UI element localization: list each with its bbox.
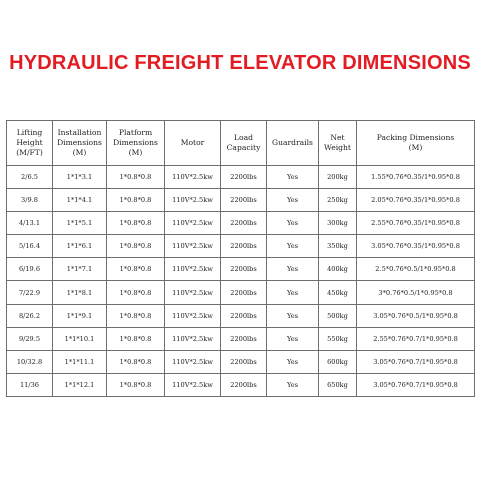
cell-lifting-height: 11/36 xyxy=(7,373,53,396)
cell-platform-dimensions: 1*0.8*0.8 xyxy=(107,350,165,373)
cell-installation-dimensions: 1*1*7.1 xyxy=(53,258,107,281)
cell-net-weight: 450kg xyxy=(319,281,357,304)
header-packing-dimensions xyxy=(357,121,475,166)
cell-net-weight: 550kg xyxy=(319,327,357,350)
cell-net-weight: 250kg xyxy=(319,189,357,212)
cell-platform-dimensions: 1*0.8*0.8 xyxy=(107,235,165,258)
cell-motor: 110V*2.5kw xyxy=(165,304,221,327)
header-line: Lifting xyxy=(16,128,43,137)
table-row xyxy=(7,281,475,304)
cell-guardrails: Yes xyxy=(267,258,319,281)
cell-platform-dimensions: 1*0.8*0.8 xyxy=(107,373,165,396)
table-row xyxy=(7,327,475,350)
cell-guardrails: Yes xyxy=(267,373,319,396)
cell-guardrails: Yes xyxy=(267,350,319,373)
header-platform-dimensions xyxy=(107,121,165,166)
cell-installation-dimensions: 1*1*11.1 xyxy=(53,350,107,373)
cell-motor: 110V*2.5kw xyxy=(165,212,221,235)
cell-platform-dimensions: 1*0.8*0.8 xyxy=(107,258,165,281)
cell-lifting-height: 5/16.4 xyxy=(7,235,53,258)
cell-packing-dimensions: 2.55*0.76*0.7/1*0.95*0.8 xyxy=(357,327,475,350)
cell-installation-dimensions: 1*1*5.1 xyxy=(53,212,107,235)
table-row xyxy=(7,235,475,258)
cell-packing-dimensions: 3.05*0.76*0.7/1*0.95*0.8 xyxy=(357,373,475,396)
cell-installation-dimensions: 1*1*8.1 xyxy=(53,281,107,304)
cell-load-capacity: 2200lbs xyxy=(221,373,267,396)
cell-packing-dimensions: 3*0.76*0.5/1*0.95*0.8 xyxy=(357,281,475,304)
cell-motor: 110V*2.5kw xyxy=(165,350,221,373)
header-line: Load xyxy=(233,133,253,142)
header-lifting-height xyxy=(7,121,53,166)
cell-net-weight: 300kg xyxy=(319,212,357,235)
table-row xyxy=(7,189,475,212)
cell-lifting-height: 3/9.8 xyxy=(7,189,53,212)
cell-lifting-height: 2/6.5 xyxy=(7,166,53,189)
cell-lifting-height: 7/22.9 xyxy=(7,281,53,304)
header-line: Dimensions xyxy=(113,138,158,147)
header-line: Installation xyxy=(57,128,102,137)
cell-net-weight: 500kg xyxy=(319,304,357,327)
cell-installation-dimensions: 1*1*3.1 xyxy=(53,166,107,189)
cell-load-capacity: 2200lbs xyxy=(221,350,267,373)
cell-packing-dimensions: 3.05*0.76*0.5/1*0.95*0.8 xyxy=(357,304,475,327)
cell-net-weight: 400kg xyxy=(319,258,357,281)
cell-platform-dimensions: 1*0.8*0.8 xyxy=(107,304,165,327)
cell-packing-dimensions: 3.05*0.76*0.35/1*0.95*0.8 xyxy=(357,235,475,258)
header-line: Weight xyxy=(324,143,351,152)
cell-platform-dimensions: 1*0.8*0.8 xyxy=(107,281,165,304)
header-line: Packing Dimensions xyxy=(376,133,455,142)
cell-packing-dimensions: 2.5*0.76*0.5/1*0.95*0.8 xyxy=(357,258,475,281)
cell-load-capacity: 2200lbs xyxy=(221,235,267,258)
page-title: HYDRAULIC FREIGHT ELEVATOR DIMENSIONS xyxy=(9,52,471,74)
header-line: (M) xyxy=(408,143,423,152)
cell-lifting-height: 9/29.5 xyxy=(7,327,53,350)
header-installation-dimensions xyxy=(53,121,107,166)
cell-lifting-height: 4/13.1 xyxy=(7,212,53,235)
cell-platform-dimensions: 1*0.8*0.8 xyxy=(107,327,165,350)
header-guardrails xyxy=(267,121,319,166)
table-row xyxy=(7,258,475,281)
header-line: Guardrails xyxy=(272,138,313,147)
cell-installation-dimensions: 1*1*4.1 xyxy=(53,189,107,212)
cell-guardrails: Yes xyxy=(267,281,319,304)
cell-installation-dimensions: 1*1*9.1 xyxy=(53,304,107,327)
cell-packing-dimensions: 3.05*0.76*0.7/1*0.95*0.8 xyxy=(357,350,475,373)
cell-motor: 110V*2.5kw xyxy=(165,258,221,281)
cell-net-weight: 600kg xyxy=(319,350,357,373)
header-motor xyxy=(165,121,221,166)
cell-installation-dimensions: 1*1*6.1 xyxy=(53,235,107,258)
cell-motor: 110V*2.5kw xyxy=(165,281,221,304)
cell-load-capacity: 2200lbs xyxy=(221,258,267,281)
header-line: Net xyxy=(330,133,345,142)
cell-motor: 110V*2.5kw xyxy=(165,189,221,212)
cell-guardrails: Yes xyxy=(267,327,319,350)
header-line: Height xyxy=(16,138,43,147)
table-row xyxy=(7,166,475,189)
cell-packing-dimensions: 1.55*0.76*0.35/1*0.95*0.8 xyxy=(357,166,475,189)
cell-load-capacity: 2200lbs xyxy=(221,166,267,189)
cell-platform-dimensions: 1*0.8*0.8 xyxy=(107,189,165,212)
table-row xyxy=(7,350,475,373)
cell-net-weight: 650kg xyxy=(319,373,357,396)
cell-load-capacity: 2200lbs xyxy=(221,189,267,212)
cell-motor: 110V*2.5kw xyxy=(165,373,221,396)
table-row xyxy=(7,212,475,235)
header-line: Capacity xyxy=(226,143,261,152)
cell-motor: 110V*2.5kw xyxy=(165,235,221,258)
cell-guardrails: Yes xyxy=(267,166,319,189)
cell-lifting-height: 6/19.6 xyxy=(7,258,53,281)
header-line: (M/FT) xyxy=(16,148,43,157)
cell-load-capacity: 2200lbs xyxy=(221,304,267,327)
header-line: (M) xyxy=(128,148,143,157)
cell-platform-dimensions: 1*0.8*0.8 xyxy=(107,166,165,189)
cell-guardrails: Yes xyxy=(267,304,319,327)
cell-load-capacity: 2200lbs xyxy=(221,212,267,235)
table-row xyxy=(7,304,475,327)
header-net-weight xyxy=(319,121,357,166)
header-line: Motor xyxy=(180,138,205,147)
cell-net-weight: 200kg xyxy=(319,166,357,189)
header-line: (M) xyxy=(72,148,87,157)
cell-guardrails: Yes xyxy=(267,189,319,212)
header-line: Dimensions xyxy=(57,138,102,147)
cell-packing-dimensions: 2.55*0.76*0.35/1*0.95*0.8 xyxy=(357,212,475,235)
cell-installation-dimensions: 1*1*10.1 xyxy=(53,327,107,350)
dimensions-table xyxy=(6,120,475,397)
cell-load-capacity: 2200lbs xyxy=(221,327,267,350)
cell-lifting-height: 10/32.8 xyxy=(7,350,53,373)
cell-lifting-height: 8/26.2 xyxy=(7,304,53,327)
header-row xyxy=(7,121,475,166)
cell-guardrails: Yes xyxy=(267,212,319,235)
cell-installation-dimensions: 1*1*12.1 xyxy=(53,373,107,396)
header-line: Platform xyxy=(118,128,153,137)
cell-load-capacity: 2200lbs xyxy=(221,281,267,304)
header-load-capacity xyxy=(221,121,267,166)
cell-guardrails: Yes xyxy=(267,235,319,258)
cell-motor: 110V*2.5kw xyxy=(165,166,221,189)
cell-motor: 110V*2.5kw xyxy=(165,327,221,350)
cell-net-weight: 350kg xyxy=(319,235,357,258)
cell-platform-dimensions: 1*0.8*0.8 xyxy=(107,212,165,235)
table-row xyxy=(7,373,475,396)
cell-packing-dimensions: 2.05*0.76*0.35/1*0.95*0.8 xyxy=(357,189,475,212)
